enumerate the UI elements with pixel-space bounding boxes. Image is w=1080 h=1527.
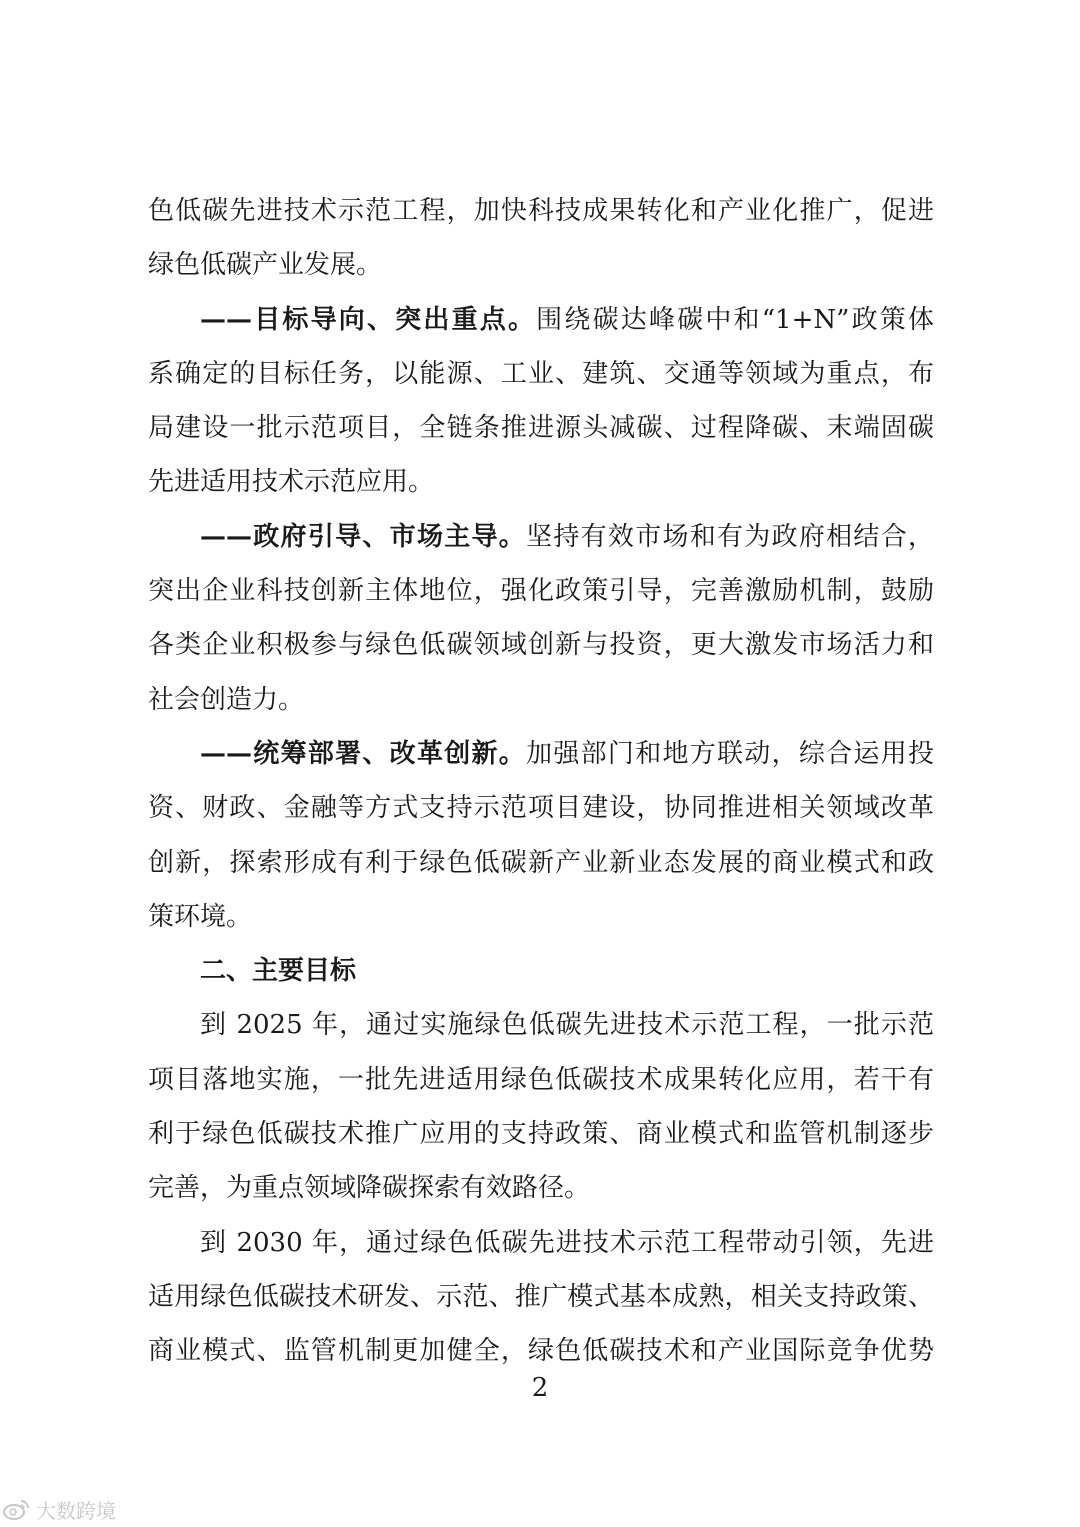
text-line: 突出企业科技创新主体地位，强化政策引导，完善激励机制，鼓励: [148, 576, 934, 607]
text-line: 商业模式、监管机制更加健全，绿色低碳技术和产业国际竞争优势: [148, 1336, 934, 1367]
paragraph-text: 加强部门和地方联动，综合运用投: [526, 738, 934, 769]
page-number: 2: [531, 1373, 549, 1403]
text-line: 局建设一批示范项目，全链条推进源头减碳、过程降碳、末端固碳: [148, 413, 934, 444]
text-line: 色低碳先进技术示范工程，加快科技成果转化和产业化推广，促进: [148, 196, 934, 226]
text-line: 到 2030 年，通过绿色低碳先进技术示范工程带动引领，先进: [200, 1227, 934, 1258]
text-line: 到 2025 年，通过实施绿色低碳先进技术示范工程，一批示范: [200, 1010, 934, 1041]
text-line: 项目落地实施，一批先进适用绿色低碳技术成果转化应用，若干有: [148, 1064, 934, 1095]
paragraph-lead: ——政府引导、市场主导。: [200, 521, 527, 552]
paragraph-lead: ——目标导向、突出重点。: [200, 304, 537, 335]
text-line: 社会创造力。: [148, 684, 305, 715]
paragraph-first-line: [148, 293, 934, 347]
text-line: 策环境。: [148, 901, 253, 932]
paragraph-lead: ——统筹部署、改革创新。: [200, 738, 527, 769]
document-body: [148, 184, 934, 1379]
watermark-text: 大数跨境: [36, 1498, 116, 1523]
paragraph-text: 围绕碳达峰碳中和“1+N”政策体: [536, 304, 934, 335]
text-line: 资、财政、金融等方式支持示范项目建设，协同推进相关领域改革: [148, 793, 934, 824]
text-line: 创新，探索形成有利于绿色低碳新产业新业态发展的商业模式和政: [148, 847, 934, 878]
text-line: 利于绿色低碳技术推广应用的支持政策、商业模式和监管机制逐步: [148, 1119, 934, 1150]
weibo-logo-icon: [2, 1497, 32, 1521]
paragraph-text: 坚持有效市场和有为政府相结合，: [526, 521, 934, 552]
text-line: 各类企业积极参与绿色低碳领域创新与投资，更大激发市场活力和: [148, 630, 934, 661]
section-heading: 二、主要目标: [200, 956, 357, 987]
text-line: 完善，为重点领域降碳探索有效路径。: [148, 1173, 591, 1204]
text-line: 适用绿色低碳技术研发、示范、推广模式基本成熟，相关支持政策、: [148, 1281, 934, 1312]
paragraph-first-line: [148, 510, 934, 564]
watermark: [2, 1495, 116, 1523]
paragraph-first-line: [148, 727, 934, 781]
text-line: 系确定的目标任务，以能源、工业、建筑、交通等领域为重点，布: [148, 358, 934, 389]
text-line: 先进适用技术示范应用。: [148, 467, 435, 498]
text-line: 绿色低碳产业发展。: [148, 250, 383, 281]
